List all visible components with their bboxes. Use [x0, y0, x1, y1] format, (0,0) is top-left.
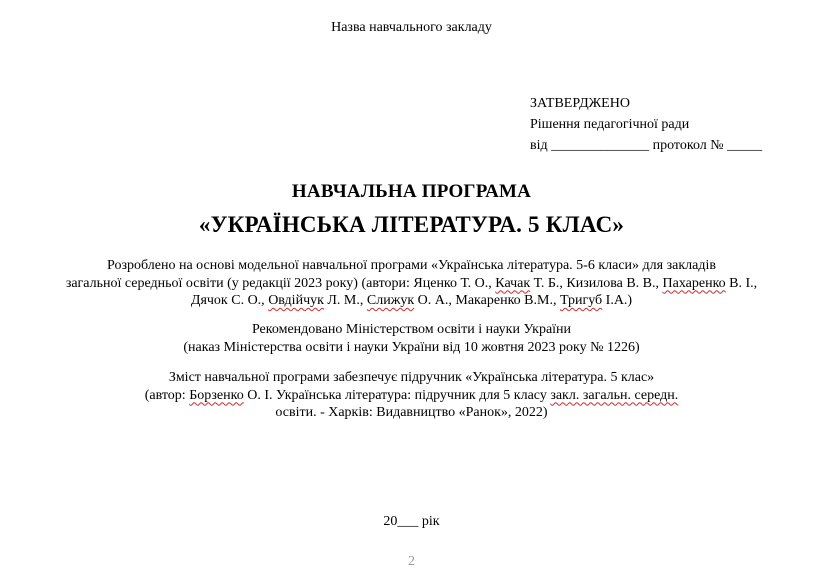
spellcheck-word: Борзенко [189, 387, 244, 403]
content-line-1: Зміст навчальної програми забезпечує підручник «Українська література. 5 клас» [168, 370, 655, 385]
developed-line-1: Розроблено на основі модельної навчальної програми «Українська література. 5-6 класи» для закладів [107, 258, 716, 273]
spellcheck-word: Слижук [366, 293, 415, 308]
text-segment: О. І. Українська література: підручник для 5 класу [243, 387, 551, 403]
text-segment: О. А., Макаренко В.М., [414, 293, 560, 308]
page-number: 2 [408, 554, 415, 569]
spellcheck-word: Пахаренко [662, 275, 726, 291]
content-line-2 [0, 387, 823, 405]
text-segment: Л. М., [323, 293, 367, 308]
developed-paragraph [0, 257, 823, 310]
text-segment: (автор: [144, 387, 190, 403]
recommended-line-1: Рекомендовано Міністерством освіти і науки України [251, 322, 572, 337]
year-line: 20___ рік [383, 514, 440, 529]
spellcheck-word: Тригуб [559, 293, 603, 308]
spellcheck-word: закл. загальн. середн. [550, 387, 679, 403]
approval-date-line: від ______________ протокол № _____ [530, 138, 763, 153]
spellcheck-word: Овдійчук [268, 293, 324, 308]
spellcheck-word: Качак [495, 275, 531, 291]
program-subject-title: «УКРАЇНСЬКА ЛІТЕРАТУРА. 5 КЛАС» [198, 212, 625, 237]
text-segment: Т. Б., Кизилова В. В., [530, 275, 663, 291]
developed-line-3 [0, 292, 823, 310]
developed-line-2 [0, 275, 823, 293]
institution-name: Назва навчального закладу [331, 20, 492, 35]
content-line-3: освіти. - Харків: Видавництво «Ранок», 2022) [275, 405, 548, 420]
content-paragraph [0, 369, 823, 422]
approval-decision: Рішення педагогічної ради [530, 117, 690, 132]
approval-block [530, 93, 762, 156]
text-segment: В. І., [725, 275, 758, 291]
program-title: НАВЧАЛЬНА ПРОГРАМА [291, 181, 532, 202]
text-segment: загальної середньої освіти (у редакції 2023 року) (автори: Яценко Т. О., [65, 275, 496, 291]
recommended-line-2: (наказ Міністерства освіти і науки України від 10 жовтня 2023 року № 1226) [183, 339, 640, 355]
text-segment: Дячок С. О., [190, 293, 269, 308]
approval-heading: ЗАТВЕРДЖЕНО [530, 96, 630, 111]
text-segment: І.А.) [602, 293, 633, 308]
recommended-paragraph [0, 321, 823, 356]
